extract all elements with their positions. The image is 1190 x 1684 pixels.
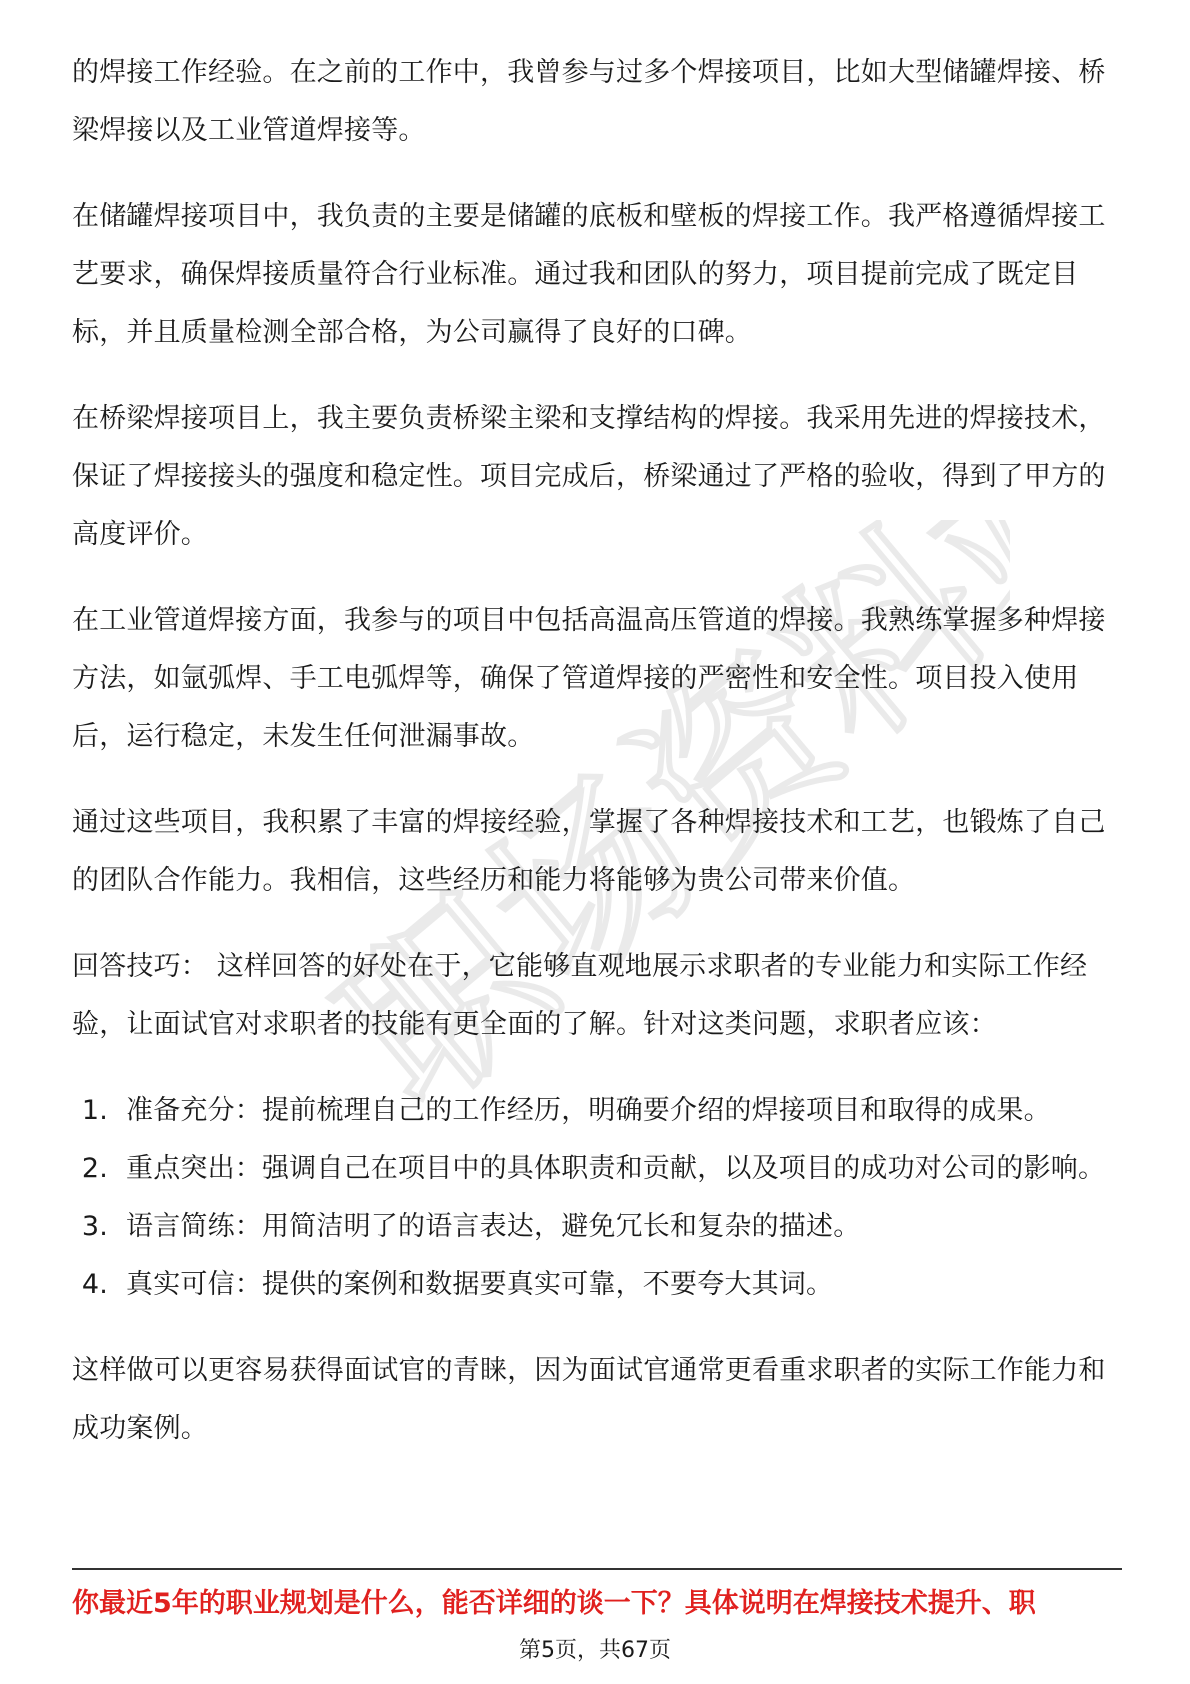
paragraph-experience-intro: 的焊接工作经验。在之前的工作中，我曾参与过多个焊接项目，比如大型储罐焊接、桥梁焊接以及工业管道焊接等。 (72, 57, 1106, 146)
list-item-number: 1. (81, 1095, 108, 1126)
list-item-number: 2. (81, 1153, 108, 1184)
document-body (72, 44, 1122, 1486)
paragraph-tank-welding: 在储罐焊接项目中，我负责的主要是储罐的底板和壁板的焊接工作。我严格遵循焊接工艺要求，确保焊接质量符合行业标准。通过我和团队的努力，项目提前完成了既定目标，并且质量检测全部合格，为公司赢得了良好的口碑。 (72, 201, 1106, 348)
watermark-text: 职场资料站 (303, 520, 1010, 1149)
list-item (72, 1256, 1122, 1314)
paragraph-bridge-welding: 在桥梁焊接项目上，我主要负责桥梁主梁和支撑结构的焊接。我采用先进的焊接技术，保证了焊接接头的强度和稳定性。项目完成后，桥梁通过了严格的验收，得到了甲方的高度评价。 (72, 403, 1106, 550)
next-question-heading: 你最近5年的职业规划是什么，能否详细的谈一下？具体说明在焊接技术提升、职 (72, 1588, 1036, 1619)
list-item-number: 4. (81, 1269, 108, 1300)
list-item-number: 3. (81, 1211, 108, 1242)
list-item (72, 1140, 1122, 1198)
paragraph-closing: 这样做可以更容易获得面试官的青睐，因为面试官通常更看重求职者的实际工作能力和成功案例。 (72, 1355, 1106, 1444)
paragraph-pipeline-welding: 在工业管道焊接方面，我参与的项目中包括高温高压管道的焊接。我熟练掌握多种焊接方法，如氩弧焊、手工电弧焊等，确保了管道焊接的严密性和安全性。项目投入使用后，运行稳定，未发生任何泄漏事故。 (72, 605, 1106, 752)
section-divider (72, 1568, 1122, 1570)
list-item-text: 准备充分：提前梳理自己的工作经历，明确要介绍的焊接项目和取得的成果。 (126, 1095, 1051, 1126)
list-item (72, 1198, 1122, 1256)
tips-list (72, 1082, 1122, 1314)
list-item-text: 真实可信：提供的案例和数据要真实可靠，不要夸大其词。 (126, 1269, 834, 1300)
paragraph-summary: 通过这些项目，我积累了丰富的焊接经验，掌握了各种焊接技术和工艺，也锻炼了自己的团队合作能力。我相信，这些经历和能力将能够为贵公司带来价值。 (72, 807, 1106, 896)
list-item-text: 语言简练：用简洁明了的语言表达，避免冗长和复杂的描述。 (126, 1211, 861, 1242)
list-item (72, 1082, 1122, 1140)
paragraph-answer-tips: 回答技巧： 这样回答的好处在于，它能够直观地展示求职者的专业能力和实际工作经验，让面试官对求职者的技能有更全面的了解。针对这类问题，求职者应该： (72, 951, 1088, 1040)
page-number: 第5页，共67页 (519, 1638, 671, 1663)
list-item-text: 重点突出：强调自己在项目中的具体职责和贡献，以及项目的成功对公司的影响。 (126, 1153, 1106, 1184)
